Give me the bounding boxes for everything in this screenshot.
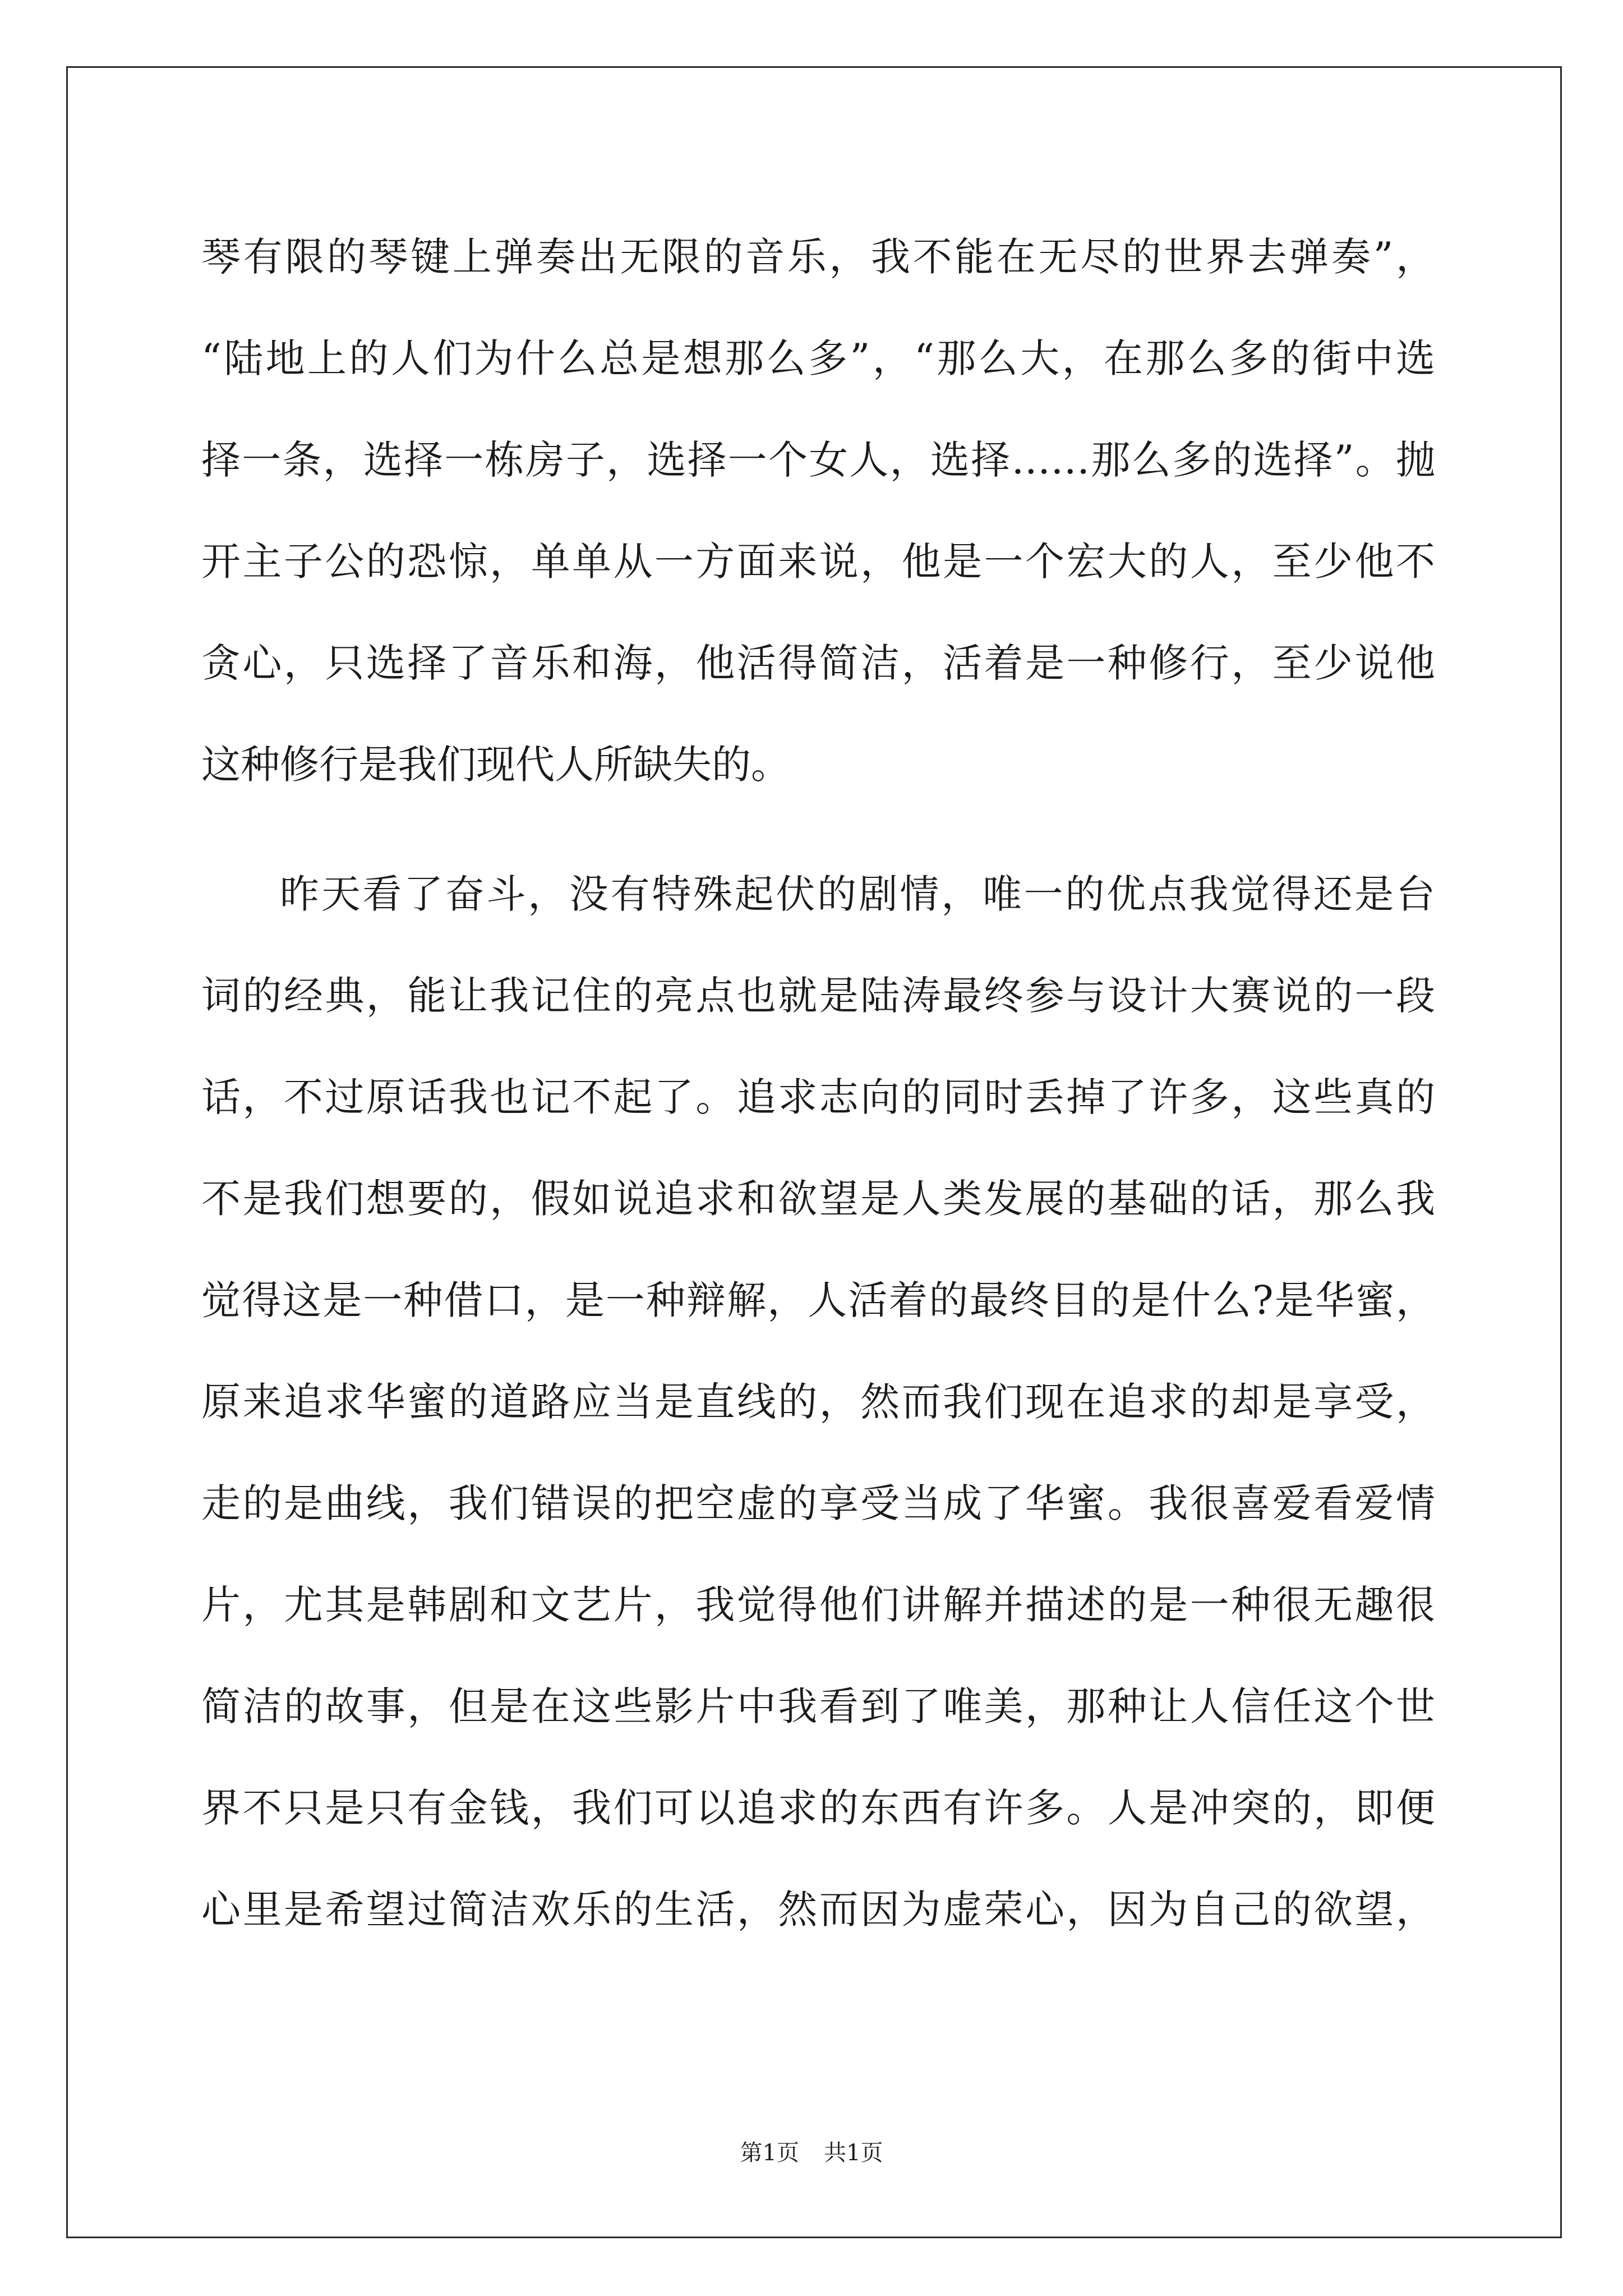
page-number: 第1页 bbox=[740, 2140, 799, 2166]
paragraph bbox=[201, 844, 1435, 1961]
text-line: 择一条，选择一栋房子，选择一个女人，选择……那么多的选择”。抛 bbox=[201, 437, 1435, 483]
page-footer bbox=[0, 2136, 1623, 2170]
text-line: 不是我们想要的，假如说追求和欲望是人类发展的基础的话，那么我 bbox=[201, 1176, 1435, 1222]
text-line: 琴有限的琴键上弹奏出无限的音乐，我不能在无尽的世界去弹奏”， bbox=[201, 234, 1435, 280]
text-line: 觉得这是一种借口，是一种辩解，人活着的最终目的是什么?是华蜜， bbox=[201, 1277, 1435, 1323]
document-body bbox=[201, 206, 1435, 1961]
text-line: 话，不过原话我也记不起了。追求志向的同时丢掉了许多，这些真的 bbox=[201, 1074, 1435, 1120]
text-line: 原来追求华蜜的道路应当是直线的，然而我们现在追求的却是享受， bbox=[201, 1379, 1435, 1425]
text-line: 心里是希望过简洁欢乐的生活，然而因为虚荣心，因为自己的欲望， bbox=[201, 1887, 1435, 1932]
text-line: 开主子公的恐惊，单单从一方面来说，他是一个宏大的人，至少他不 bbox=[201, 539, 1435, 585]
text-line: 贪心，只选择了音乐和海，他活得简洁，活着是一种修行，至少说他 bbox=[201, 640, 1435, 686]
text-line: “陆地上的人们为什么总是想那么多”，“那么大，在那么多的街中选 bbox=[201, 335, 1435, 381]
text-line: 这种修行是我们现代人所缺失的。 bbox=[201, 742, 790, 788]
text-line: 走的是曲线，我们错误的把空虚的享受当成了华蜜。我很喜爱看爱情 bbox=[201, 1480, 1435, 1526]
text-line: 片，尤其是韩剧和文艺片，我觉得他们讲解并描述的是一种很无趣很 bbox=[201, 1582, 1435, 1628]
paragraph bbox=[201, 206, 1435, 816]
text-line: 界不只是只有金钱，我们可以追求的东西有许多。人是冲突的，即便 bbox=[201, 1785, 1435, 1831]
text-line: 词的经典，能让我记住的亮点也就是陆涛最终参与设计大赛说的一段 bbox=[201, 973, 1435, 1019]
text-line: 简洁的故事，但是在这些影片中我看到了唯美，那种让人信任这个世 bbox=[201, 1683, 1435, 1729]
text-line: 昨天看了奋斗，没有特殊起伏的剧情，唯一的优点我觉得还是台 bbox=[280, 871, 1435, 917]
page-total: 共1页 bbox=[824, 2140, 883, 2166]
